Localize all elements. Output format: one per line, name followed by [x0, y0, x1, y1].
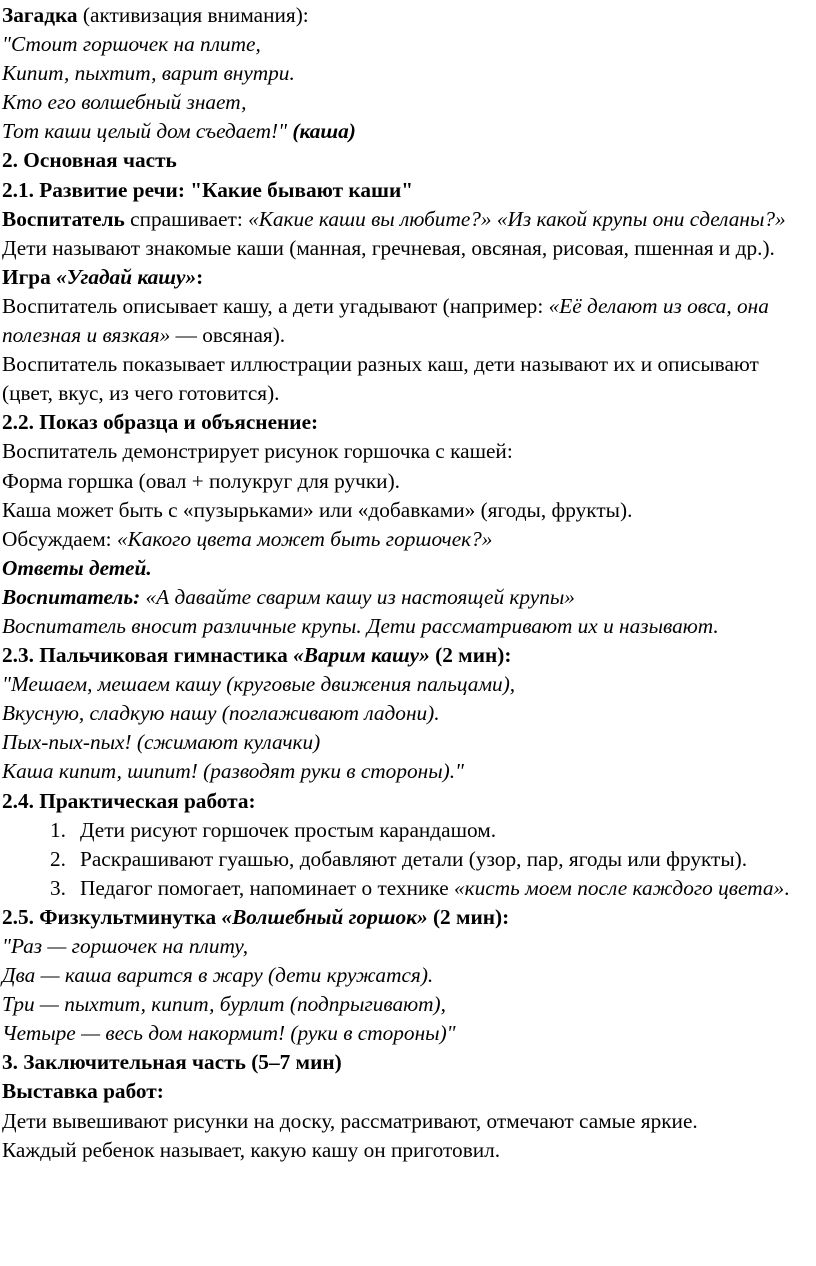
finger-gym-line: Вкусную, сладкую нашу (поглаживают ладони). — [2, 701, 440, 726]
section-2-3-heading: 2.3. Пальчиковая гимнастика «Варим кашу» (2 мин): — [2, 643, 512, 668]
section-2-2-heading: 2.2. Показ образца и объяснение: — [2, 410, 319, 435]
list-item: 1. Дети рисуют горшочек простым карандашом. — [50, 817, 497, 842]
section-2-5-heading: 2.5. Физкультминутка «Волшебный горшок» (2 мин): — [2, 904, 510, 929]
exhibit-line: Дети вывешивают рисунки на доску, рассматривают, отмечают самые яркие. — [2, 1108, 698, 1133]
children-answers: Ответы детей. — [2, 555, 152, 580]
practical-work-list — [2, 816, 814, 903]
riddle-line: "Стоит горшочек на плите, — [2, 32, 261, 57]
children-name-porridges: Дети называют знакомые каши (манная, гречневая, овсяная, рисовая, пшенная и др.). — [2, 235, 775, 260]
teacher-quote: Воспитатель: «А давайте сварим кашу из настоящей крупы» — [2, 584, 575, 609]
physical-minute-line: Три — пыхтит, кипит, бурлит (подпрыгивают), — [2, 992, 446, 1017]
section-2-1-heading: 2.1. Развитие речи: "Какие бывают каши" — [2, 177, 414, 202]
physical-minute-line: Два — каша варится в жару (дети кружатся). — [2, 963, 434, 988]
discussion-line: Обсуждаем: «Какого цвета может быть горшочек?» — [2, 526, 493, 551]
main-part-heading: 2. Основная часть — [2, 148, 177, 173]
list-item: 3. Педагог помогает, напоминает о технике «кисть моем после каждого цвета». — [50, 875, 790, 900]
riddle-heading: Загадка (активизация внимания): — [2, 3, 309, 27]
section-2-4-heading: 2.4. Практическая работа: — [2, 788, 256, 813]
physical-minute-line: Четыре — весь дом накормит! (руки в стороны)" — [2, 1021, 456, 1046]
list-item: 2. Раскрашивают гуашью, добавляют детали (узор, пар, ягоды или фрукты). — [50, 846, 748, 871]
exhibit-line: Каждый ребенок называет, какую кашу он приготовил. — [2, 1137, 501, 1162]
game-description: Воспитатель описывает кашу, а дети угадывают (например: «Её делают из овса, она полезная и вязкая» — овсяная). — [2, 293, 769, 348]
riddle-line: Кипит, пыхтит, варит внутри. — [2, 61, 295, 86]
pot-shape-line: Форма горшка (овал + полукруг для ручки). — [2, 468, 400, 493]
riddle-answer: (каша) — [287, 119, 356, 144]
porridge-details-line: Каша может быть с «пузырьками» или «добавками» (ягоды, фрукты). — [2, 497, 633, 522]
finger-gym-line: Пых-пых-пых! (сжимают кулачки) — [2, 730, 321, 755]
cereals-text: Воспитатель вносит различные крупы. Дети рассматривают их и называют. — [2, 613, 719, 638]
illustrations-text: Воспитатель показывает иллюстрации разных каш, дети называют их и описывают (цвет, вкус, из чего готовится). — [2, 352, 759, 406]
final-part-heading: 3. Заключительная часть (5–7 мин) — [2, 1050, 342, 1075]
teacher-asks: Воспитатель спрашивает: «Какие каши вы любите?» «Из какой крупы они сделаны?» — [2, 206, 786, 231]
finger-gym-line: "Мешаем, мешаем кашу (круговые движения пальцами), — [2, 672, 516, 697]
riddle-line: Тот каши целый дом съедает!" (каша) — [2, 119, 356, 144]
finger-gym-line: Каша кипит, шипит! (разводят руки в стороны)." — [2, 759, 464, 784]
riddle-line: Кто его волшебный знает, — [2, 90, 247, 115]
exhibit-heading: Выставка работ: — [2, 1079, 164, 1104]
physical-minute-line: "Раз — горшочек на плиту, — [2, 934, 249, 958]
game-heading: Игра «Угадай кашу»: — [2, 264, 204, 289]
demo-line: Воспитатель демонстрирует рисунок горшочка с кашей: — [2, 439, 513, 464]
